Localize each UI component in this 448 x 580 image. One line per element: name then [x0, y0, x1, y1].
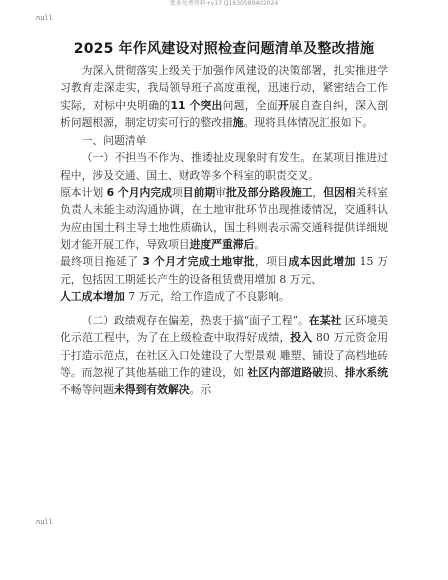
text-run: （二）政绩观存在偏差，热衷于搞“面子工程”。	[81, 314, 309, 328]
text-run: 不畅等问题	[60, 383, 114, 397]
text-run: 审	[215, 186, 226, 200]
text-run: 。	[254, 237, 266, 251]
null-marker-bottom: null	[36, 518, 53, 526]
bold-text-run: 人工成本增加	[60, 289, 125, 303]
bold-text-run: 进度严重滞后	[189, 237, 255, 251]
text-run: 80 万元资金用于打造示范点，在社区入口处建设了大型景观 雕塑、铺设了高档地砖等。而忽视了其他基础工作的建设，如	[60, 331, 389, 380]
bold-text-run: 成本因此增加	[288, 255, 356, 269]
text-run: （一）不担当不作为、推诿扯皮现象时有发生。在某项目推进过程中，涉及交通、国土、财政等多个科室的职责交叉。	[60, 151, 388, 182]
text-run: 损、	[323, 366, 345, 380]
text-run: 。示	[189, 383, 212, 397]
text-run: 关科室负责人未能主动沟通协调，在土地审批环节出现推诿情况，交通科认为应由国土科主导土地性质确认，国土科则表示需交通科提供详细规划才能开展工作，导致项目	[60, 186, 389, 251]
bold-text-run: 目前期	[182, 186, 216, 200]
text-run: 展自查自纠，深入剖析问题根源，制定切实可行的整改措	[60, 98, 389, 129]
document-title: 2025 年作风建设对照检查问题清单及整改措施	[73, 41, 375, 57]
problem-1-detail-paragraph	[60, 184, 388, 253]
bold-text-run: 但因相	[323, 186, 356, 200]
null-marker-top: null	[36, 14, 53, 22]
bold-text-run: 6 个月内完成	[106, 186, 172, 200]
problem-1-cost-paragraph	[60, 253, 388, 288]
bold-text-run: 批及部分路段施工	[226, 186, 313, 200]
text-run: 7 万元，给工作造成了不良影响。	[124, 289, 290, 303]
bold-text-run: 11 个突出	[170, 98, 223, 112]
text-run: 15 万元，包括因工期延长产生的设备租赁费用增加 8 万元、	[60, 255, 389, 286]
text-run: 最终项目拖延了	[60, 255, 143, 269]
problem-2-paragraph	[60, 312, 388, 398]
text-run: 项	[171, 186, 183, 200]
text-run: 原本计划	[60, 186, 107, 200]
problem-1-labor-paragraph	[60, 288, 388, 305]
text-run: ，项目	[254, 255, 289, 269]
bold-text-run: 在某社	[308, 314, 342, 328]
bold-text-run: 开	[277, 98, 289, 112]
text-run: 问题，全面	[222, 98, 278, 112]
section-heading-problem-list: 一、问题清单	[81, 134, 147, 148]
bold-text-run: 排水系统	[344, 366, 389, 380]
text-run: 。现将具体情况汇报如下。	[243, 115, 374, 129]
text-run: 为深入贯彻落实上级关于加强作风建设的决策部署，扎实推进学习教育走深走实，我局领导班子高度重视，迅速行动，紧密结合工作实际，对标中央明确的	[60, 64, 388, 112]
text-run: ，	[312, 186, 324, 200]
bold-text-run: 3 个月才完成土地审批	[142, 255, 255, 269]
bold-text-run: 社区内部道路破	[247, 366, 324, 380]
bold-text-run: 投入	[290, 331, 313, 345]
download-watermark: 更多免费资料+v17 Q1630589402024	[169, 0, 279, 7]
problem-1-paragraph	[60, 149, 388, 184]
document-body	[60, 62, 388, 399]
bold-text-run: 未得到有效解决	[113, 383, 190, 397]
text-run: 区环境美化示范工程中，为了在上级检查中取得好成绩，	[60, 314, 389, 345]
intro-paragraph	[60, 62, 388, 131]
bold-text-run: 施	[232, 115, 244, 129]
